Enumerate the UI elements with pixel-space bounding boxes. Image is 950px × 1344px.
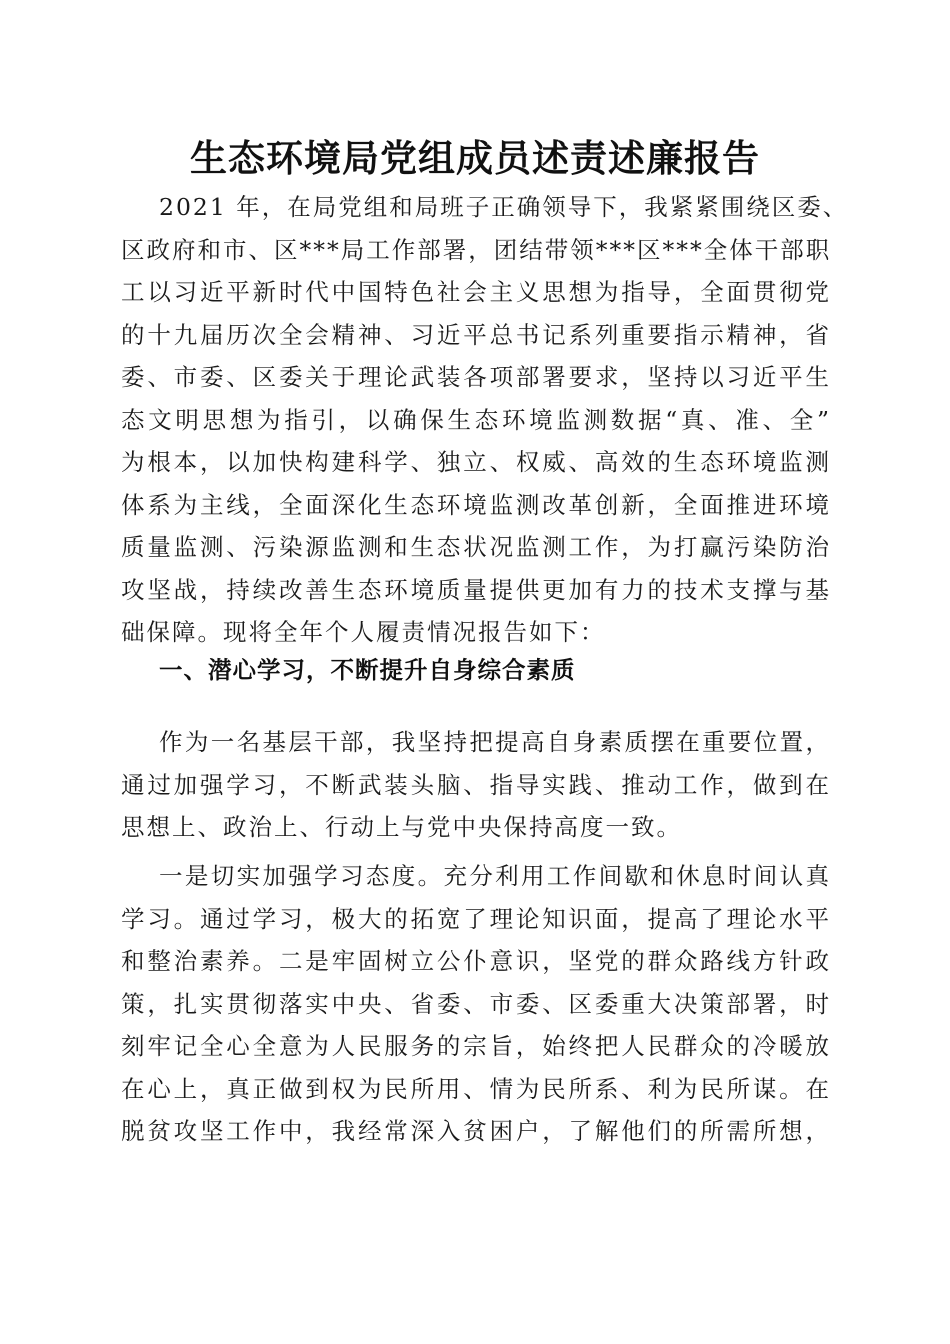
text-line: 和整治素养。二是牢固树立公仆意识，坚党的群众路线方针政	[121, 947, 831, 975]
text-line: 为根本，以加快构建科学、独立、权威、高效的生态环境监测	[121, 448, 831, 476]
text-line: 作为一名基层干部，我坚持把提高自身素质摆在重要位置，	[159, 728, 831, 756]
text-line: 策，扎实贯彻落实中央、省委、市委、区委重大决策部署，时	[121, 989, 831, 1018]
text-line: 工以习近平新时代中国特色社会主义思想为指导，全面贯彻党	[121, 278, 831, 306]
text-line: 的十九届历次全会精神、习近平总书记系列重要指示精神，省	[121, 320, 831, 349]
text-line: 在心上，真正做到权为民所用、情为民所系、利为民所谋。在	[121, 1074, 831, 1103]
text-line: 脱贫攻坚工作中，我经常深入贫困户，了解他们的所需所想，	[121, 1117, 831, 1145]
text-line: 攻坚战，持续改善生态环境质量提供更加有力的技术支撑与基	[121, 575, 831, 604]
paragraph-intro	[121, 186, 849, 654]
text-line: 刻牢记全心全意为人民服务的宗旨，始终把人民群众的冷暖放	[121, 1032, 831, 1060]
paragraph-details	[121, 855, 831, 1153]
text-line: 委、市委、区委关于理论武装各项部署要求，坚持以习近平生	[121, 363, 831, 391]
section-heading: 一、潜心学习，不断提升自身综合素质	[159, 656, 576, 684]
document-title: 生态环境局党组成员述责述廉报告	[190, 136, 760, 180]
text-line: 态文明思想为指引，以确保生态环境监测数据“真、准、全”	[121, 405, 831, 434]
text-line: 通过加强学习，不断武装头脑、指导实践、推动工作，做到在	[121, 770, 831, 799]
text-line: 一是切实加强学习态度。充分利用工作间歇和休息时间认真	[159, 862, 831, 890]
text-line: 质量监测、污染源监测和生态状况监测工作，为打赢污染防治	[121, 533, 831, 561]
text-line: 础保障。现将全年个人履责情况报告如下：	[121, 618, 606, 646]
text-line: 区政府和市、区***局工作部署，团结带领***区***全体干部职	[121, 235, 832, 264]
text-line: 2021 年，在局党组和局班子正确领导下，我紧紧围绕区委、	[159, 193, 849, 221]
text-line: 体系为主线，全面深化生态环境监测改革创新，全面推进环境	[121, 490, 831, 519]
text-line: 思想上、政治上、行动上与党中央保持高度一致。	[121, 813, 682, 841]
text-line: 学习。通过学习，极大的拓宽了理论知识面，提高了理论水平	[121, 904, 831, 933]
paragraph-study	[121, 721, 831, 849]
